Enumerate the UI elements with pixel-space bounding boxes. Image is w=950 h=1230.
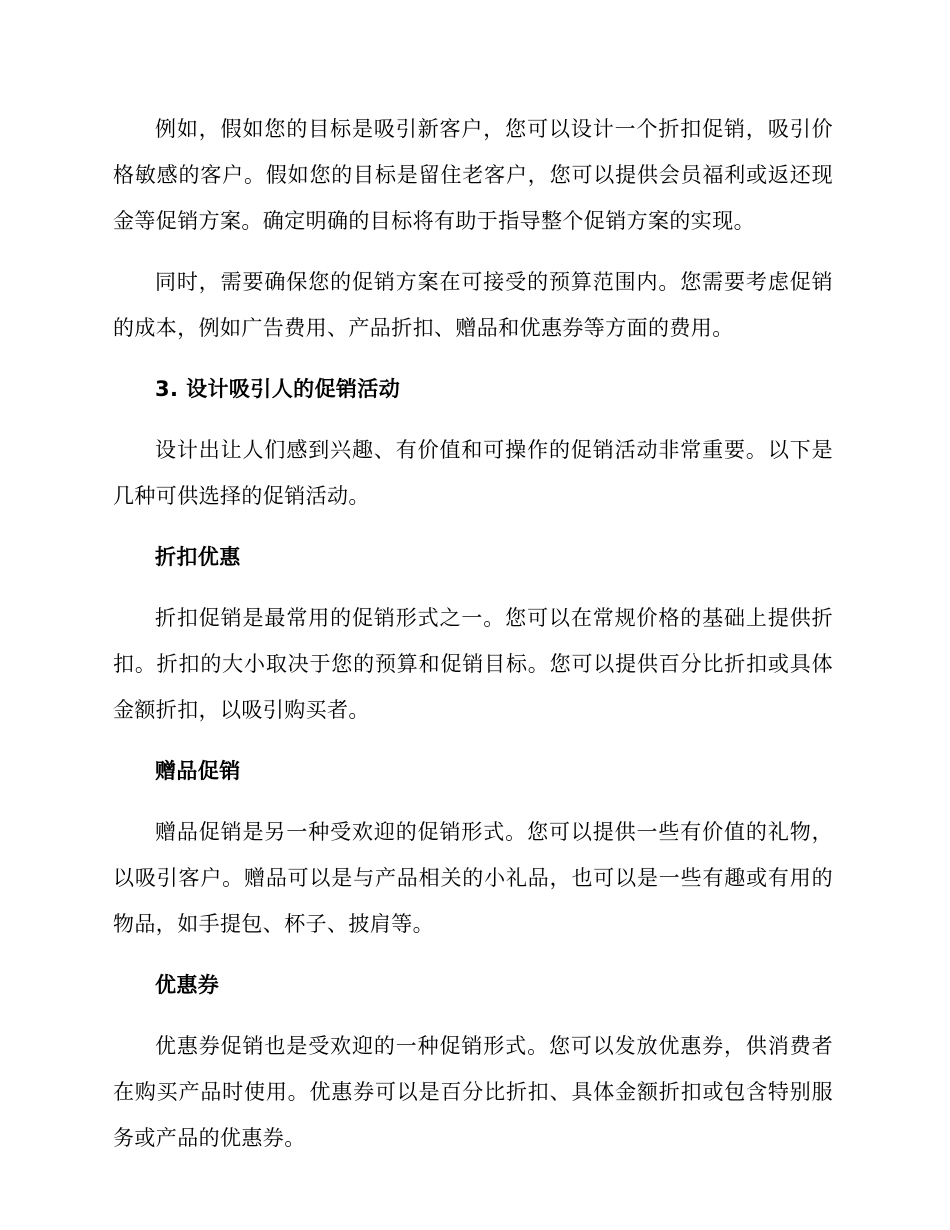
- gift-paragraph: 赠品促销是另一种受欢迎的促销形式。您可以提供一些有价值的礼物，以吸引客户。赠品可以是与产品相关的小礼品，也可以是一些有趣或有用的物品，如手提包、杯子、披肩等。: [113, 820, 833, 936]
- document-body: [113, 106, 833, 1176]
- section-heading: 3. 设计吸引人的促销活动: [155, 377, 401, 401]
- coupon-paragraph: 优惠券促销也是受欢迎的一种促销形式。您可以发放优惠券，供消费者在购买产品时使用。优惠券可以是百分比折扣、具体金额折扣或包含特别服务或产品的优惠券。: [113, 1034, 833, 1150]
- gift-heading: 赠品促销: [155, 759, 241, 783]
- discount-heading: 折扣优惠: [155, 545, 241, 569]
- paragraph-budget: 同时，需要确保您的促销方案在可接受的预算范围内。您需要考虑促销的成本，例如广告费用、产品折扣、赠品和优惠券等方面的费用。: [113, 270, 833, 340]
- paragraph-goals: 例如，假如您的目标是吸引新客户，您可以设计一个折扣促销，吸引价格敏感的客户。假如您的目标是留住老客户，您可以提供会员福利或返还现金等促销方案。确定明确的目标将有助于指导整个促销方案的实现。: [113, 117, 833, 233]
- coupon-heading: 优惠券: [155, 973, 220, 997]
- paragraph-activities-intro: 设计出让人们感到兴趣、有价值和可操作的促销活动非常重要。以下是几种可供选择的促销活动。: [113, 438, 833, 508]
- discount-paragraph: 折扣促销是最常用的促销形式之一。您可以在常规价格的基础上提供折扣。折扣的大小取决于您的预算和促销目标。您可以提供百分比折扣或具体金额折扣，以吸引购买者。: [113, 606, 833, 722]
